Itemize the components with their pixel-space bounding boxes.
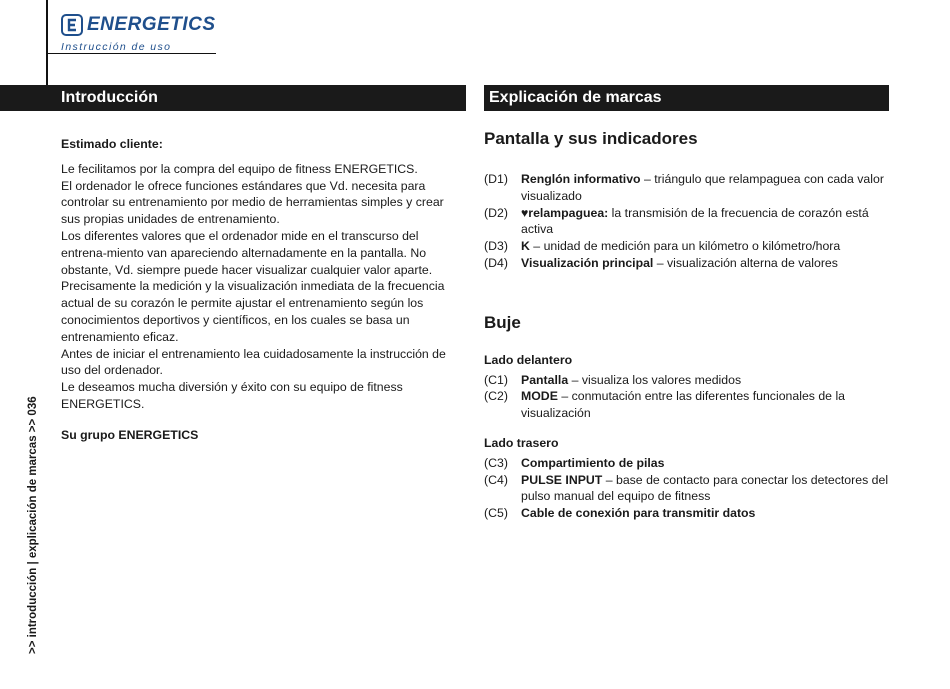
intro-paragraph: Le fecilitamos por la compra del equipo de fitness ENERGETICS. [61,161,418,176]
item-description: – visualización alterna de valores [653,255,838,270]
list-item [484,255,889,272]
item-description: – triángulo que relampaguea con cada valor visualizado [521,172,884,203]
item-code: (C1) [484,372,508,387]
item-description: – base de contacto para conectar los detectores del pulso manual del equipo de fitness [521,472,889,504]
front-side-heading: Lado delantero [484,352,573,367]
item-term: Renglón informativo [521,172,641,186]
section-bar-explicacion: Explicación de marcas [484,85,889,111]
item-description: la transmisión de la frecuencia de corazón está activa [521,205,869,237]
item-code: (D1) [484,172,508,186]
item-term: ♥relampaguea: [521,205,609,220]
intro-paragraph: Le deseamos mucha diversión y éxito con su equipo de fitness ENERGETICS. [61,380,403,411]
intro-paragraph: El ordenador le ofrece funciones estándares que Vd. necesita para controlar su entrenamiento por medio de herramientas simples y crear sus propias unidades de entrenamiento. [61,178,444,227]
list-item [484,205,889,239]
item-code: (D4) [484,255,508,270]
marks-explanation [484,128,889,522]
item-term: Pantalla [521,372,569,387]
list-item [484,171,889,205]
item-code: (C5) [484,506,508,521]
document-subtitle: Instrucción de uso [61,41,172,53]
section-bar-introduccion: Introducción [0,85,466,111]
item-code: (C4) [484,472,508,487]
list-item [484,455,889,472]
item-term: K [521,239,530,254]
back-side-heading: Lado trasero [484,435,559,450]
item-description: – conmutación entre las diferentes funcionales de la visualización [521,389,846,421]
display-heading: Pantalla y sus indicadores [484,129,698,148]
item-code: (D2) [484,205,508,220]
item-code: (C3) [484,455,508,470]
item-term: Cable de conexión para transmitir datos [521,506,756,521]
item-term: Compartimiento de pilas [521,455,665,470]
item-term: Visualización principal [521,255,654,270]
item-code: (C2) [484,389,508,404]
list-item [484,472,889,506]
header-vertical-rule [46,0,48,86]
buje-heading: Buje [484,312,521,332]
list-item [484,388,889,422]
side-page-label: >> introducción | explicación de marcas >> 036 [27,396,39,654]
introduction-text [61,136,466,456]
subtitle-rule [48,53,216,54]
brand-name: ENERGETICS [87,14,216,35]
brand-logo [61,14,216,36]
item-term: MODE [521,389,558,404]
list-item [484,372,889,389]
energetics-logo-icon [61,14,83,36]
item-code: (D3) [484,239,508,254]
front-list [484,372,889,422]
back-list [484,455,889,522]
display-list [484,171,889,272]
item-description: – unidad de medición para un kilómetro o kilómetro/hora [529,239,841,254]
list-item [484,238,889,255]
item-description: – visualiza los valores medidos [568,372,742,387]
signature: Su grupo ENERGETICS [61,427,199,442]
list-item [484,505,889,522]
item-term: PULSE INPUT [521,472,603,487]
intro-paragraph: Precisamente la medición y la visualización inmediata de la frecuencia actual de su corazón le permite ajustar el entrenamiento según los conocimientos deportivos y científicos, en los cuales se basa un entrenamiento eficaz. [61,279,445,344]
salutation: Estimado cliente: [61,137,163,151]
intro-paragraph: Los diferentes valores que el ordenador mide en el transcurso del entrena-miento van apareciendo alternadamente en la pantalla. No obstante, Vd. siempre puede hacer visualizar cualquier valor aparte. [61,228,433,277]
intro-paragraph: Antes de iniciar el entrenamiento lea cuidadosamente la instrucción de uso del ordenador. [61,346,446,378]
